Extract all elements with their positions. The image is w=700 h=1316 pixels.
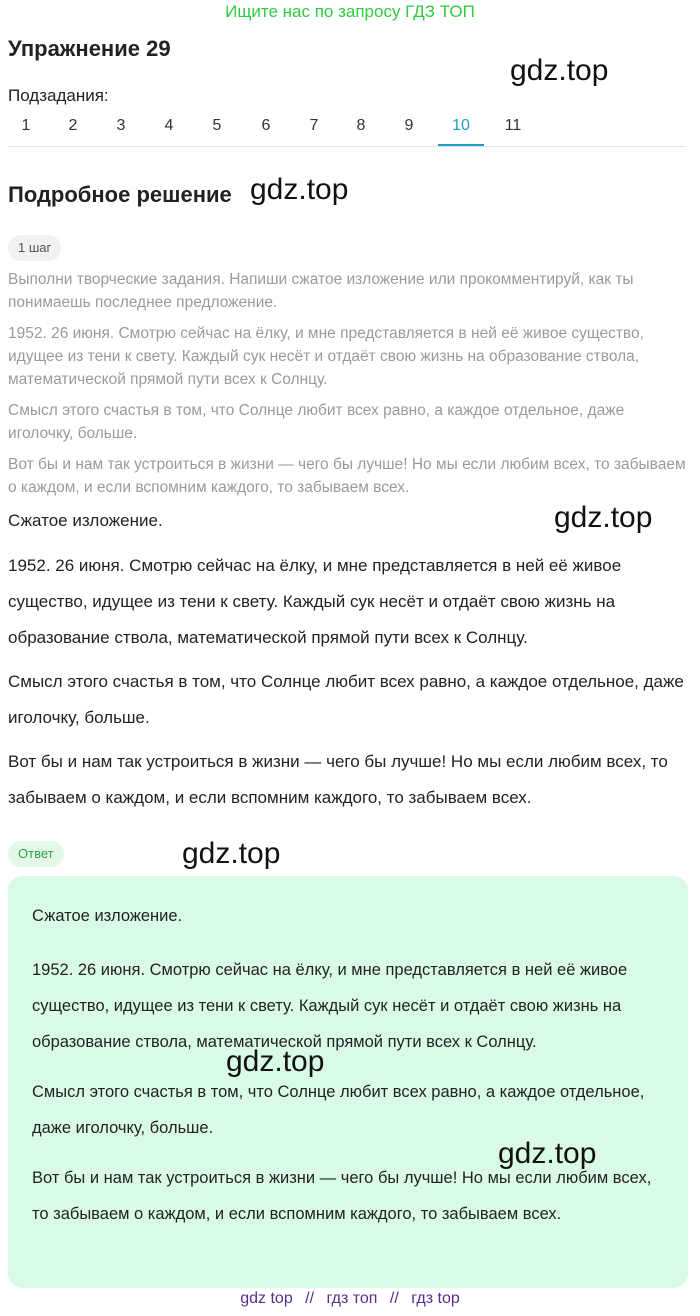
watermark: gdz.top bbox=[226, 1045, 325, 1078]
task-paragraph: 1952. 26 июня. Смотрю сейчас на ёлку, и мне представляется в ней её живое существо, идущее из тени к свету. Каждый сук несёт и отдаёт свою жизнь на образование ствола, математической прямой пути всех к Солнцу. bbox=[8, 325, 644, 388]
task-paragraph: Вот бы и нам так устроиться в жизни — чего бы лучше! Но мы если любим всех, то забываем о каждом, и если вспомним каждого, то забываем всех. bbox=[8, 456, 686, 496]
solution-paragraph: Вот бы и нам так устроиться в жизни — чего бы лучше! Но мы если любим всех, то забываем о каждом, и если вспомним каждого, то забываем всех. bbox=[8, 752, 668, 807]
footer-separator: // bbox=[305, 1290, 315, 1307]
subtask-tab-6[interactable]: 6 bbox=[261, 117, 271, 134]
subtask-tab-7[interactable]: 7 bbox=[309, 117, 319, 134]
subtask-tab-3[interactable]: 3 bbox=[116, 117, 126, 134]
solution-title: Подробное решение bbox=[8, 182, 232, 207]
page-title: Упражнение 29 bbox=[8, 36, 171, 61]
subtask-tab-2[interactable]: 2 bbox=[68, 117, 78, 134]
footer-link[interactable]: гдз top bbox=[411, 1290, 460, 1307]
subtask-tab-11[interactable]: 11 bbox=[504, 117, 522, 134]
answer-badge: Ответ bbox=[8, 841, 64, 867]
task-paragraph: Смысл этого счастья в том, что Солнце любит всех равно, а каждое отдельное, даже иголочку, больше. bbox=[8, 402, 625, 442]
watermark: gdz.top bbox=[182, 837, 281, 870]
watermark: gdz.top bbox=[554, 501, 653, 534]
step-badge: 1 шаг bbox=[8, 235, 61, 261]
solution-body bbox=[8, 508, 692, 824]
footer-links bbox=[0, 1290, 700, 1308]
subtask-tabs bbox=[8, 106, 686, 147]
subtask-tab-8[interactable]: 8 bbox=[356, 117, 366, 134]
answer-paragraph: 1952. 26 июня. Смотрю сейчас на ёлку, и мне представляется в ней её живое существо, идущее из тени к свету. Каждый сук несёт и отдаёт свою жизнь на образование ствола, математической прямой пути всех к Солнцу. bbox=[32, 961, 628, 1051]
subtask-tab-9[interactable]: 9 bbox=[404, 117, 414, 134]
watermark: gdz.top bbox=[510, 54, 609, 87]
subtask-tab-1[interactable]: 1 bbox=[21, 117, 31, 134]
answer-paragraph: Смысл этого счастья в том, что Солнце любит всех равно, а каждое отдельное, даже иголочку, больше. bbox=[32, 1083, 645, 1137]
solution-paragraph: Смысл этого счастья в том, что Солнце любит всех равно, а каждое отдельное, даже иголочку, больше. bbox=[8, 672, 684, 727]
search-banner: Ищите нас по запросу ГДЗ ТОП bbox=[225, 2, 475, 21]
subtasks-label: Подзадания: bbox=[8, 86, 109, 105]
subtask-tab-4[interactable]: 4 bbox=[164, 117, 174, 134]
answer-paragraph: Вот бы и нам так устроиться в жизни — чего бы лучше! Но мы если любим всех, то забываем о каждом, и если вспомним каждого, то забываем всех. bbox=[32, 1169, 652, 1223]
answer-body bbox=[32, 898, 672, 1246]
subtask-tab-5[interactable]: 5 bbox=[212, 117, 222, 134]
footer-link[interactable]: gdz top bbox=[240, 1290, 293, 1307]
footer-link[interactable]: гдз топ bbox=[326, 1290, 378, 1307]
watermark: gdz.top bbox=[498, 1137, 597, 1170]
answer-box bbox=[8, 876, 688, 1288]
subtask-tab-10[interactable]: 10 bbox=[438, 106, 484, 146]
task-paragraph: Выполни творческие задания. Напиши сжатое изложение или прокомментируй, как ты понимаешь последнее предложение. bbox=[8, 271, 634, 311]
task-text bbox=[8, 268, 692, 507]
watermark: gdz.top bbox=[250, 173, 349, 206]
answer-heading: Сжатое изложение. bbox=[32, 907, 183, 925]
footer-separator: // bbox=[389, 1290, 399, 1307]
solution-heading: Сжатое изложение. bbox=[8, 511, 163, 530]
solution-paragraph: 1952. 26 июня. Смотрю сейчас на ёлку, и мне представляется в ней её живое существо, идущее из тени к свету. Каждый сук несёт и отдаёт свою жизнь на образование ствола, математической прямой пути всех к Солнцу. bbox=[8, 556, 622, 647]
